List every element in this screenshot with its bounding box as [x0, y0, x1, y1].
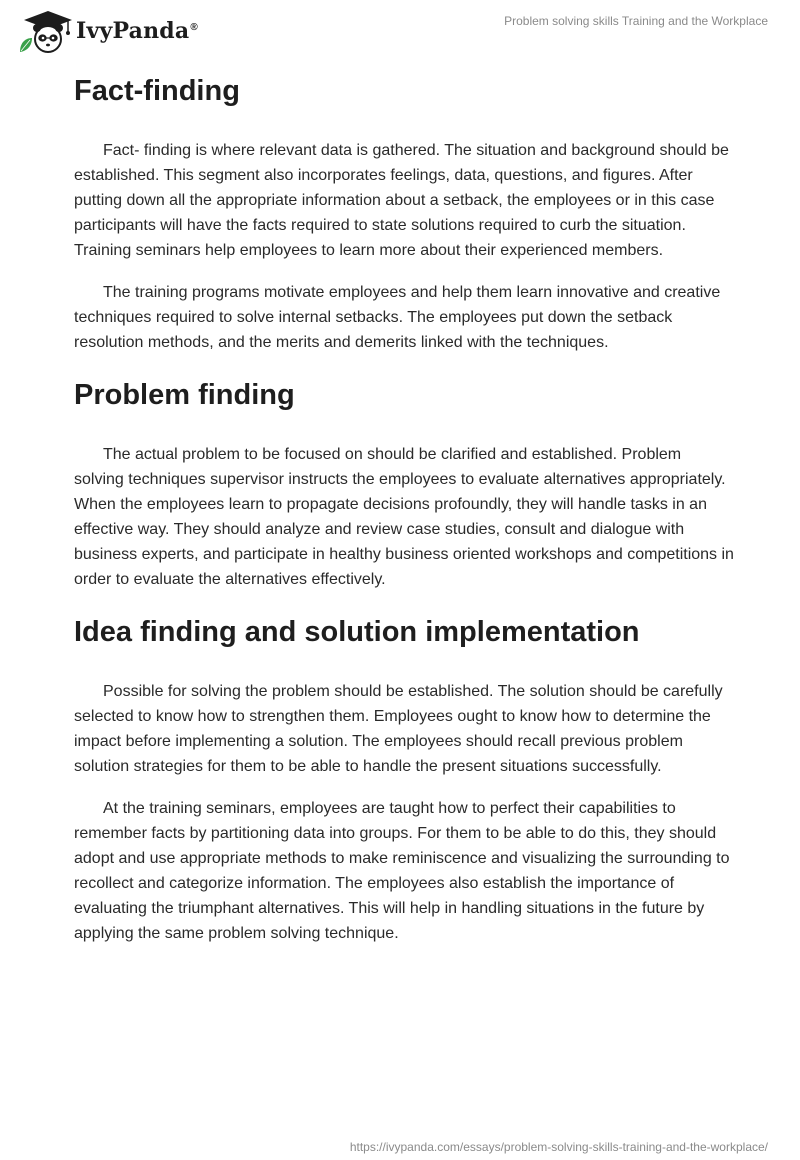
- brand-name: IvyPanda®: [76, 18, 198, 44]
- section-idea-finding: [74, 609, 734, 946]
- paragraph: The training programs motivate employees and help them learn innovative and creative techniques required to solve internal setbacks. The employees put down the setback resolution methods, and the merits and demerits linked with the techniques.: [74, 284, 721, 351]
- panda-graduate-logo-icon: [14, 8, 74, 54]
- essay-content: [74, 68, 734, 963]
- registered-mark: ®: [190, 21, 198, 33]
- section-fact-finding: [74, 68, 734, 355]
- document-title: Problem solving skills Training and the Workplace: [504, 14, 768, 28]
- ivypanda-logo[interactable]: [14, 8, 198, 54]
- section-heading: Idea finding and solution implementation: [74, 616, 640, 648]
- section-problem-finding: [74, 372, 734, 592]
- paragraph: At the training seminars, employees are taught how to perfect their capabilities to remember facts by partitioning data into groups. For them to be able to do this, they should adopt and use appropriate methods to make reminiscence and visualizing the surrounding to recollect and categorize information. The employees also establish the importance of evaluating the triumphant alternatives. This will help in handling situations in the future by applying the same problem solving technique.: [74, 800, 730, 942]
- section-heading: Fact-finding: [74, 75, 240, 107]
- paragraph: Possible for solving the problem should be established. The solution should be carefully selected to know how to strengthen them. Employees ought to know how to determine the impact before implementing a solution. The employees should recall previous problem solution strategies for them to be able to handle the present situations successfully.: [74, 683, 723, 775]
- section-heading: Problem finding: [74, 379, 295, 411]
- paragraph: The actual problem to be focused on should be clarified and established. Problem solving techniques supervisor instructs the employees to evaluate alternatives appropriately. When the employees learn to propagate decisions profoundly, they will handle tasks in an effective way. They should analyze and review case studies, consult and dialogue with business experts, and participate in healthy business oriented workshops and competitions in order to evaluate the alternatives effectively.: [74, 446, 734, 588]
- paragraph: Fact- finding is where relevant data is gathered. The situation and background should be established. This segment also incorporates feelings, data, questions, and figures. After putting down all the appropriate information about a setback, the employees or in this case participants will have the facts required to state solutions required to curb the situation. Training seminars help employees to learn more about their experienced members.: [74, 142, 729, 259]
- source-url-link[interactable]: https://ivypanda.com/essays/problem-solving-skills-training-and-the-workplace/: [349, 1140, 768, 1154]
- page-header: [0, 0, 800, 60]
